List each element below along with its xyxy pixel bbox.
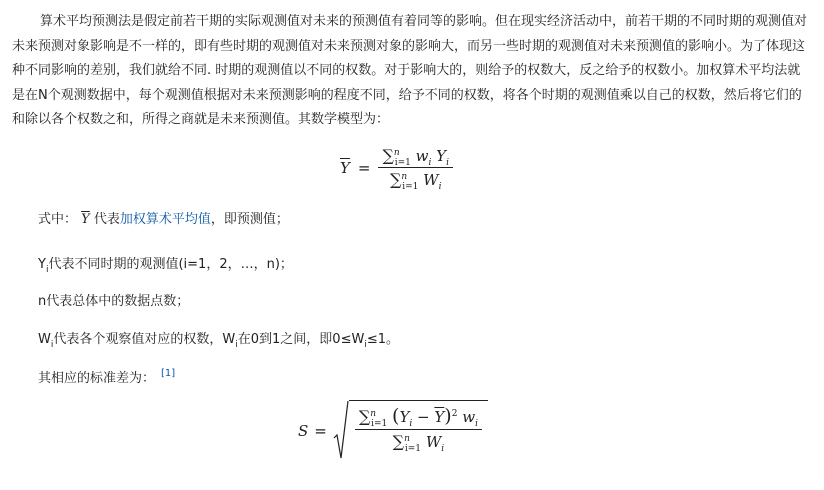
wi-subscript-2: i [235, 340, 238, 350]
yi-subscript: i [409, 419, 413, 429]
sum-upper-limit: n [393, 148, 400, 158]
minus-sign: − [417, 408, 430, 426]
weight-total-subscript: i [441, 444, 445, 454]
sum-upper-limit: n [370, 409, 377, 419]
yi-text: 代表不同时期的观测值(i=1，2，…，n)； [48, 257, 293, 272]
weight-total-var: W [425, 433, 442, 451]
weight-var: w [462, 408, 476, 426]
intro-paragraph: 算术平均预测法是假定前若干期的实际观测值对未来的预测值有着同等的影响。但在现实经济活动中，前若干期的不同时期的观测值对未来预测对象影响是不一样的，即有些时期的观测值对未来预测对象的影响大，而另一些时期的观测值对未来预测值的影响小。为了体现这种不同影响的差别，我们就给不同. 时期的观测值以不同的权数。对于影响大的，则给予的权数大，反之给予的权数小。加权算术平均法就是在N个观测数据中，每个观测值根据对未来预测影响的程度不同，给予不同的权数，将各个时期的观测值乘以自己的权数，然后将它们的和除以各个权数之和，所得之商就是未来预测值。其数学模型为： [12, 14, 808, 127]
std-dev-fraction [355, 405, 482, 454]
sum-lower-limit: i=1 [371, 419, 388, 429]
weight-subscript: i [475, 419, 478, 429]
weight-subscript: i [428, 158, 432, 168]
sum-lower-limit: i=1 [402, 182, 419, 192]
definition-yi [38, 256, 293, 275]
weight-total-subscript: i [438, 182, 442, 192]
sum-symbol: ∑ [389, 170, 402, 189]
yi-var: Y [399, 408, 410, 426]
observation-subscript: i [446, 158, 449, 168]
radical-sign-icon [333, 400, 349, 462]
equals-sign: = [357, 158, 371, 177]
std-dev-intro [38, 370, 175, 389]
std-dev-text: 其相应的标准差为： [38, 371, 156, 386]
s-symbol: S [298, 422, 309, 440]
wi-var: W [38, 332, 51, 347]
weighted-mean-link[interactable]: 加权算术平均值 [119, 212, 211, 227]
wi-text-3: ≤1。 [366, 332, 399, 347]
reference-link[interactable]: [1] [161, 368, 176, 379]
sum-symbol: ∑ [358, 407, 371, 426]
yi-subscript: i [45, 265, 49, 275]
definition-prefix: 式中： [38, 212, 78, 227]
sum-symbol: ∑ [382, 146, 394, 165]
definition-middle: 代表 [93, 212, 120, 227]
y-bar-symbol: $\overline{Y}$ [81, 212, 90, 227]
weight-var: w [415, 147, 429, 165]
y-bar-symbol: $\overline{Y}$ [434, 408, 445, 426]
radical-body [349, 400, 488, 462]
sum-lower-limit: i=1 [394, 158, 411, 168]
y-bar-symbol: $\overline{Y}$ [340, 158, 350, 177]
definition-wi [38, 331, 399, 350]
sum-upper-limit: n [404, 434, 410, 444]
close-paren: ) [444, 405, 452, 427]
std-dev-formula [298, 400, 488, 462]
definition-suffix: ，即预测值； [210, 212, 289, 227]
weight-total-var: W [423, 171, 439, 189]
weighted-mean-formula [340, 146, 453, 192]
square-root [333, 400, 488, 462]
wi-subscript-3: i [364, 340, 367, 350]
fraction-denominator [386, 168, 445, 192]
sum-lower-limit: i=1 [404, 444, 422, 454]
observation-var: Y [436, 147, 447, 165]
wi-text-2: 在0到1之间，即0≤W [237, 332, 365, 347]
fraction-numerator [378, 146, 452, 168]
definition-y-bar [38, 211, 289, 229]
fraction-denominator [389, 430, 448, 454]
weighted-mean-fraction [378, 146, 452, 192]
wi-subscript: i [50, 340, 54, 350]
yi-var: Y [38, 257, 46, 272]
sum-symbol: ∑ [392, 432, 405, 451]
exponent: 2 [451, 409, 458, 419]
wi-text-1: 代表各个观察值对应的权数，W [53, 332, 236, 347]
equals-sign: = [314, 422, 327, 440]
fraction-numerator [355, 405, 482, 430]
n-text: n代表总体中的数据点数； [38, 294, 190, 309]
open-paren: ( [392, 405, 400, 427]
sum-upper-limit: n [401, 172, 408, 182]
definition-n [38, 293, 189, 311]
